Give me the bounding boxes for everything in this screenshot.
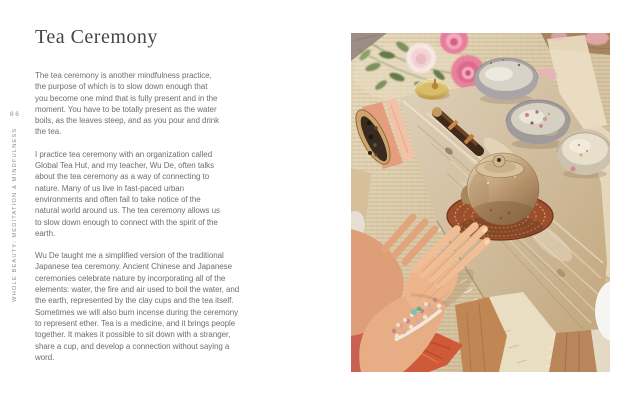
body-text: [35, 70, 246, 374]
paragraph-1: The tea ceremony is another mindfulness practice, the purpose of which is to slow down enough that you become one mind that is fully present and in the moment. You have to be totally present as the water boils, as the leaves steep, and as you pour and drink the tea.: [35, 71, 220, 137]
right-page: [320, 0, 640, 407]
brass-dish: [415, 79, 450, 100]
paragraph-3: Wu De taught me a simplified version of the traditional Japanese tea ceremony. Ancient Chinese and Japanese ceremonies celebrate nature by incorporating all of the elements: water, the fire and air used to boil the water, and the earth, represented by the clay cups and the tea itself. Sometimes we will also burn incense during the ceremony to represent ether. Tea is a medicine, and it brings people together. It makes it possible to sit down with a stranger, share a cup, and develop a connection without saying a word.: [35, 251, 240, 362]
paragraph-2: I practice tea ceremony with an organization called Global Tea Hut, and my teacher, Wu De, often talks about the tea ceremony as a way of connecting to nature. Many of us live in fast-paced urban environments and often fail to take notice of the natural world around us. The tea ceremony allows us to slow down enough to connect with the spirit of the earth.: [35, 149, 220, 238]
tea-ceremony-illustration: [351, 33, 610, 372]
sidebar-caption: WHOLE BEAUTY: MEDITATION & MINDFULNESS: [12, 127, 18, 302]
tea-ceremony-photo: [351, 33, 610, 372]
page-number: 86: [10, 111, 21, 118]
chapter-title: Tea Ceremony: [35, 26, 158, 48]
